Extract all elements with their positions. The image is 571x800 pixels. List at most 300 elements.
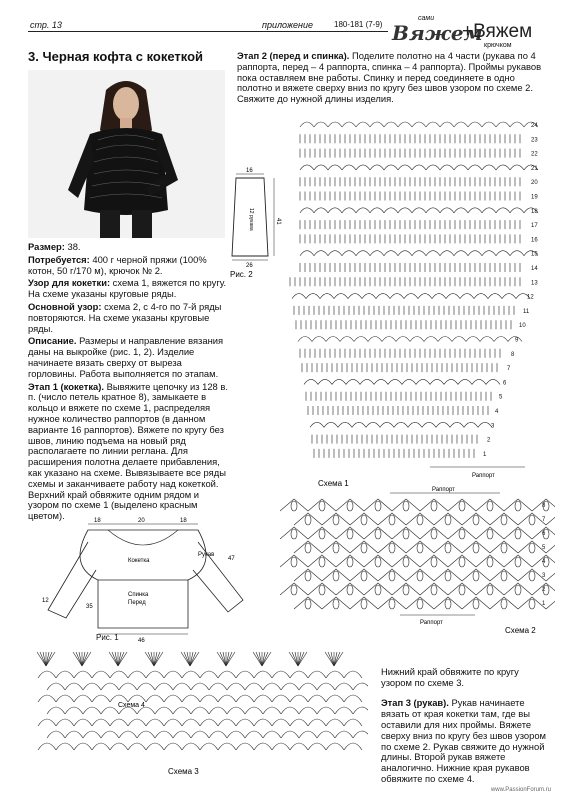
logo-main-text: Вяжем	[392, 21, 483, 45]
chart-petal-mark	[445, 515, 451, 525]
chart-arch-mark	[65, 683, 83, 690]
chart-arch-mark	[110, 695, 128, 702]
scheme2-row-number: 1	[542, 601, 546, 607]
chart-petal-mark	[529, 599, 535, 609]
fig1-height-dim: 35	[86, 604, 93, 610]
scheme4-label: Схема 4	[118, 702, 145, 709]
chart-petal-mark	[403, 585, 409, 595]
chart-petal-mark	[389, 599, 395, 609]
scheme2-row-number: 2	[542, 587, 546, 593]
chart-arc-mark	[452, 337, 466, 342]
chart-fan-stitch	[118, 652, 124, 666]
scheme2-row-number: 3	[542, 573, 546, 579]
chart-arch-mark	[173, 731, 191, 738]
chart-arch-mark	[56, 695, 74, 702]
chart-arc-mark	[510, 122, 524, 127]
chart-arc-mark	[328, 251, 342, 256]
chart-arch-mark	[254, 671, 272, 678]
chart-arc-mark	[384, 165, 398, 170]
page-number: стр. 13	[30, 20, 62, 30]
chart-arc-mark	[410, 337, 424, 342]
chart-arc-mark	[314, 208, 328, 213]
chart-arc-mark	[384, 251, 398, 256]
chart-petal-mark	[417, 543, 423, 553]
chart-arch-mark	[353, 683, 368, 690]
chart-arch-mark	[191, 683, 209, 690]
chart-petal-mark	[487, 529, 493, 539]
chart-arc-mark	[310, 422, 324, 427]
chart-petal-mark	[291, 585, 297, 595]
logo-plus-text: +Вяжем	[462, 21, 533, 42]
chart-arch-mark	[209, 731, 227, 738]
chart-arc-mark	[320, 294, 334, 299]
chart-arch-mark	[335, 731, 353, 738]
description-paragraph: Описание. Размеры и направление вязания даны на выкройке (рис. 1, 2). Изделие начинаете вязать сверху от выреза горловины. Работа выполняется по этапам.	[28, 335, 224, 379]
chart-arc-mark	[510, 208, 524, 213]
chart-arc-mark	[376, 294, 390, 299]
chart-arc-mark	[440, 165, 454, 170]
chart-arch-mark	[344, 671, 362, 678]
chart-arch-mark	[209, 683, 227, 690]
chart-arc-mark	[342, 251, 356, 256]
chart-arc-mark	[304, 379, 318, 384]
chart-arch-mark	[164, 719, 182, 726]
chart-petal-mark	[515, 529, 521, 539]
size-paragraph: Размер: 38.	[28, 241, 81, 252]
chart-petal-mark	[291, 501, 297, 511]
chart-arch-mark	[326, 719, 344, 726]
chart-petal-mark	[529, 543, 535, 553]
chart-arc-mark	[412, 165, 426, 170]
stage1-paragraph: Этап 1 (кокетка). Вывяжите цепочку из 128 в. п. (число петель кратное 8), замыкаете в кольцо и вяжете по схеме 1, распределяя нужное количество раппортов (в данном варианте 16 раппортов). Вяжете по кругу без швов, линию подъема на новый ряд располагаете по линии реглана. Для расширения полотна делаете прибавления, как указано на схеме. Вывязываете все ряды схемы и заканчиваете работу над кокеткой. Верхний край обвяжите одним рядом и узором по схеме 1 (выделено красным цветом).	[28, 380, 228, 522]
chart-arch-mark	[317, 707, 335, 714]
chart-arc-mark	[300, 208, 314, 213]
chart-petal-mark	[319, 557, 325, 567]
chart-petal-mark	[375, 557, 381, 567]
chart-petal-mark	[501, 599, 507, 609]
scheme1-row-number: 16	[531, 237, 538, 244]
chart-arch-mark	[137, 683, 155, 690]
scheme2-row-number: 5	[542, 545, 546, 551]
scheme-3-chart	[28, 650, 368, 780]
chart-petal-mark	[431, 529, 437, 539]
chart-arc-mark	[510, 251, 524, 256]
chart-arc-mark	[432, 294, 446, 299]
chart-petal-mark	[361, 599, 367, 609]
scheme1-row-number: 21	[531, 165, 538, 172]
chart-arc-mark	[424, 337, 438, 342]
chart-arch-mark	[281, 731, 299, 738]
chart-arc-mark	[482, 208, 496, 213]
chart-arc-mark	[412, 251, 426, 256]
chart-arc-mark	[482, 251, 496, 256]
scheme-1-chart	[280, 112, 555, 490]
chart-petal-mark	[389, 571, 395, 581]
scheme1-row-number: 5	[499, 394, 503, 401]
chart-petal-mark	[501, 543, 507, 553]
bottom-right-text	[381, 658, 551, 794]
chart-petal-mark	[515, 585, 521, 595]
chart-arch-mark	[254, 695, 272, 702]
scheme1-row-number: 17	[531, 223, 538, 230]
chart-arch-mark	[200, 743, 218, 750]
chart-arc-mark	[496, 165, 510, 170]
chart-arch-mark	[326, 695, 344, 702]
fig1-top-dim-2: 20	[138, 518, 145, 524]
chart-arc-mark	[314, 251, 328, 256]
chart-arch-mark	[101, 707, 119, 714]
chart-arch-mark	[38, 719, 56, 726]
chart-arch-mark	[38, 695, 56, 702]
scheme1-row-number: 15	[531, 251, 538, 258]
chart-arc-mark	[426, 122, 440, 127]
chart-arch-mark	[272, 695, 290, 702]
fig2-height-dim: 41	[275, 218, 281, 225]
chart-fan-stitch	[262, 652, 268, 666]
chart-arc-mark	[466, 337, 480, 342]
chart-petal-mark	[459, 501, 465, 511]
chart-arch-mark	[128, 719, 146, 726]
chart-arc-mark	[464, 422, 478, 427]
chart-arc-mark	[454, 122, 468, 127]
chart-arc-mark	[454, 165, 468, 170]
chart-arch-mark	[65, 731, 83, 738]
chart-fan-stitch	[334, 652, 340, 666]
chart-arch-mark	[353, 731, 368, 738]
chart-arc-mark	[496, 251, 510, 256]
chart-petal-mark	[417, 515, 423, 525]
chart-petal-mark	[361, 543, 367, 553]
chart-fan-stitch	[40, 652, 46, 666]
scheme3-caption: Схема 3	[168, 767, 199, 776]
chart-arc-mark	[328, 165, 342, 170]
chart-arch-mark	[272, 671, 290, 678]
chart-arch-mark	[47, 707, 65, 714]
fig1-sleeve-label: Рукав	[198, 552, 215, 558]
chart-arc-mark	[450, 422, 464, 427]
chart-arch-mark	[101, 683, 119, 690]
chart-arch-mark	[92, 695, 110, 702]
chart-arc-mark	[444, 379, 458, 384]
chart-arch-mark	[164, 695, 182, 702]
chart-arch-mark	[236, 719, 254, 726]
chart-arc-mark	[374, 379, 388, 384]
chart-petal-mark	[389, 515, 395, 525]
chart-arc-mark	[318, 379, 332, 384]
chart-arc-mark	[454, 251, 468, 256]
chart-arch-mark	[200, 671, 218, 678]
stage3-paragraph: Этап 3 (рукав). Рукав начинаете вязать от края кокетки там, где вы оставили для них проймы. Вяжете сверху вниз по кругу без швов узором по схеме 2. Рукав свяжите до нужной длины. Второй рукав вяжете аналогично. Нижние края рукавов обвяжите по схеме 4.	[381, 697, 547, 784]
chart-arc-mark	[440, 122, 454, 127]
chart-arch-mark	[218, 671, 236, 678]
fig2-top-dim: 16	[246, 168, 253, 174]
scheme1-caption: Схема 1	[318, 479, 349, 488]
chart-petal-mark	[375, 501, 381, 511]
scheme1-row-number: 2	[487, 437, 491, 444]
chart-arch-mark	[164, 743, 182, 750]
scheme-2-chart	[280, 485, 555, 635]
chart-petal-mark	[473, 571, 479, 581]
chart-arc-mark	[394, 422, 408, 427]
chart-arch-mark	[173, 683, 191, 690]
chart-arc-mark	[468, 165, 482, 170]
chart-fan-stitch	[190, 652, 196, 666]
chart-fan-stitch	[76, 652, 82, 666]
chart-arc-mark	[390, 294, 404, 299]
chart-arch-mark	[146, 719, 164, 726]
chart-arch-mark	[56, 671, 74, 678]
chart-petal-mark	[501, 571, 507, 581]
chart-arc-mark	[478, 422, 492, 427]
chart-arc-mark	[474, 294, 488, 299]
chart-arch-mark	[173, 707, 191, 714]
chart-arch-mark	[74, 743, 92, 750]
chart-petal-mark	[501, 515, 507, 525]
chart-arc-mark	[326, 337, 340, 342]
chart-petal-mark	[403, 501, 409, 511]
chart-arc-mark	[314, 165, 328, 170]
chart-arch-mark	[128, 671, 146, 678]
chart-arch-mark	[164, 671, 182, 678]
chart-petal-mark	[319, 585, 325, 595]
chart-arc-mark	[396, 337, 410, 342]
chart-petal-mark	[445, 571, 451, 581]
chart-arc-mark	[356, 208, 370, 213]
chart-arch-mark	[326, 671, 344, 678]
chart-arch-mark	[74, 695, 92, 702]
chart-petal-mark	[473, 543, 479, 553]
chart-arc-mark	[340, 337, 354, 342]
scheme2-row-number: 6	[542, 531, 546, 537]
chart-arc-mark	[324, 422, 338, 427]
chart-petal-mark	[389, 543, 395, 553]
chart-arch-mark	[47, 731, 65, 738]
chart-petal-mark	[347, 501, 353, 511]
chart-petal-mark	[305, 543, 311, 553]
scheme2-caption: Схема 2	[505, 626, 536, 635]
chart-arc-mark	[356, 251, 370, 256]
chart-arch-mark	[299, 683, 317, 690]
main-pattern-paragraph: Основной узор: схема 2, с 4-го по 7-й ряды повторяются. На схеме указаны круговые ряды.	[28, 300, 222, 334]
chart-arch-mark	[200, 719, 218, 726]
chart-petal-mark	[431, 585, 437, 595]
chart-arch-mark	[38, 743, 56, 750]
chart-arc-mark	[468, 122, 482, 127]
chart-arch-mark	[146, 743, 164, 750]
chart-arc-mark	[468, 251, 482, 256]
chart-arch-mark	[92, 743, 110, 750]
logo-small-text: сами	[418, 15, 435, 22]
chart-petal-mark	[319, 501, 325, 511]
chart-petal-mark	[333, 543, 339, 553]
chart-arch-mark	[74, 671, 92, 678]
chart-arch-mark	[110, 719, 128, 726]
chart-arch-mark	[92, 719, 110, 726]
chart-arch-mark	[353, 707, 368, 714]
fig1-back-label: Спинка	[128, 592, 149, 598]
scheme1-row-number: 6	[503, 380, 507, 387]
chart-arc-mark	[418, 294, 432, 299]
chart-arc-mark	[380, 422, 394, 427]
chart-arch-mark	[56, 719, 74, 726]
chart-arch-mark	[254, 719, 272, 726]
chart-arch-mark	[272, 719, 290, 726]
chart-arc-mark	[496, 208, 510, 213]
chart-arch-mark	[290, 671, 308, 678]
chart-arc-mark	[440, 208, 454, 213]
chart-petal-mark	[473, 599, 479, 609]
chart-petal-mark	[431, 557, 437, 567]
chart-petal-mark	[333, 515, 339, 525]
chart-arch-mark	[308, 719, 326, 726]
chart-petal-mark	[375, 529, 381, 539]
chart-petal-mark	[305, 515, 311, 525]
chart-arch-mark	[272, 743, 290, 750]
chart-fan-stitch	[226, 652, 232, 666]
chart-arc-mark	[370, 208, 384, 213]
chart-petal-mark	[361, 515, 367, 525]
chart-arch-mark	[245, 683, 263, 690]
fig1-yoke-label: Кокетка	[128, 558, 150, 564]
chart-arc-mark	[356, 122, 370, 127]
chart-petal-mark	[459, 557, 465, 567]
chart-arch-mark	[182, 695, 200, 702]
chart-arch-mark	[182, 719, 200, 726]
chart-fan-stitch	[298, 652, 304, 666]
chart-arc-mark	[346, 379, 360, 384]
scheme1-row-number: 7	[507, 366, 511, 373]
chart-arch-mark	[218, 719, 236, 726]
chart-arc-mark	[502, 294, 516, 299]
chart-petal-mark	[305, 599, 311, 609]
chart-arc-mark	[292, 294, 306, 299]
chart-arch-mark	[83, 731, 101, 738]
header-rule	[28, 31, 388, 32]
scheme1-row-number: 22	[531, 151, 538, 158]
chart-arc-mark	[480, 337, 494, 342]
chart-fan-stitch	[154, 652, 160, 666]
yoke-pattern-paragraph: Узор для кокетки: схема 1, вяжется по кругу. На схеме указаны круговые ряды.	[28, 277, 227, 300]
chart-arc-mark	[398, 122, 412, 127]
chart-petal-mark	[417, 599, 423, 609]
chart-arc-mark	[494, 337, 508, 342]
chart-arch-mark	[209, 707, 227, 714]
chart-arch-mark	[263, 707, 281, 714]
chart-arch-mark	[155, 683, 173, 690]
chart-arch-mark	[236, 671, 254, 678]
chart-arch-mark	[236, 743, 254, 750]
scheme1-row-number: 3	[491, 423, 495, 430]
chart-petal-mark	[431, 501, 437, 511]
chart-arch-mark	[155, 731, 173, 738]
lower-edge-paragraph: Нижний край обвяжите по кругу узором по схеме 3.	[381, 666, 519, 689]
chart-arc-mark	[398, 165, 412, 170]
chart-arch-mark	[290, 695, 308, 702]
chart-arch-mark	[281, 683, 299, 690]
chart-arc-mark	[354, 337, 368, 342]
chart-arc-mark	[404, 294, 418, 299]
chart-arc-mark	[368, 337, 382, 342]
chart-petal-mark	[473, 515, 479, 525]
chart-arch-mark	[227, 683, 245, 690]
chart-arc-mark	[488, 294, 502, 299]
scheme2-row-number: 4	[542, 559, 546, 565]
left-column-text	[28, 242, 231, 524]
fig1-sleeve-length-dim: 47	[228, 556, 235, 562]
chart-fan-stitch	[112, 652, 118, 666]
chart-fan-stitch	[148, 652, 154, 666]
chart-arch-mark	[263, 731, 281, 738]
chart-arch-mark	[245, 731, 263, 738]
scheme1-row-number: 10	[519, 323, 526, 330]
fig1-front-label: Перед	[128, 600, 146, 606]
chart-arch-mark	[128, 743, 146, 750]
chart-arc-mark	[348, 294, 362, 299]
chart-arc-mark	[370, 165, 384, 170]
chart-petal-mark	[361, 571, 367, 581]
chart-arch-mark	[335, 683, 353, 690]
scheme1-row-number: 24	[531, 123, 538, 129]
issue-number: 180-181 (7-9)	[334, 20, 383, 29]
chart-fan-stitch	[220, 652, 226, 666]
chart-arch-mark	[182, 743, 200, 750]
chart-arch-mark	[227, 731, 245, 738]
chart-arc-mark	[366, 422, 380, 427]
scheme1-row-number: 19	[531, 194, 538, 201]
chart-fan-stitch	[256, 652, 262, 666]
chart-arch-mark	[74, 719, 92, 726]
chart-arc-mark	[482, 122, 496, 127]
chart-petal-mark	[319, 529, 325, 539]
chart-arc-mark	[360, 379, 374, 384]
chart-arch-mark	[110, 743, 128, 750]
chart-arch-mark	[254, 743, 272, 750]
chart-petal-mark	[347, 529, 353, 539]
chart-petal-mark	[529, 571, 535, 581]
watermark-footer: www.PassionForum.ru	[490, 787, 551, 793]
materials-paragraph: Потребуется: 400 г черной пряжи (100% котон, 50 г/170 м), крючок № 2.	[28, 253, 207, 276]
chart-petal-mark	[403, 557, 409, 567]
chart-arc-mark	[306, 294, 320, 299]
chart-arch-mark	[119, 731, 137, 738]
chart-arc-mark	[338, 422, 352, 427]
chart-arc-mark	[412, 122, 426, 127]
chart-arc-mark	[426, 251, 440, 256]
chart-arch-mark	[344, 695, 362, 702]
chart-arc-mark	[332, 379, 346, 384]
chart-arch-mark	[146, 671, 164, 678]
chart-arc-mark	[468, 208, 482, 213]
chart-fan-stitch	[292, 652, 298, 666]
chart-arch-mark	[191, 731, 209, 738]
chart-arc-mark	[370, 122, 384, 127]
chart-arc-mark	[408, 422, 422, 427]
chart-arc-mark	[430, 379, 444, 384]
scheme2-row-number: 8	[542, 503, 546, 509]
chart-arch-mark	[191, 707, 209, 714]
chart-arch-mark	[308, 671, 326, 678]
chart-arc-mark	[342, 208, 356, 213]
scheme2-rapport-bottom: Раппорт	[420, 620, 443, 626]
chart-arc-mark	[382, 337, 396, 342]
chart-arc-mark	[486, 379, 500, 384]
chart-petal-mark	[515, 501, 521, 511]
chart-arch-mark	[146, 695, 164, 702]
right-column-text	[237, 51, 549, 107]
chart-petal-mark	[333, 599, 339, 609]
chart-arc-mark	[328, 122, 342, 127]
chart-arch-mark	[263, 683, 281, 690]
